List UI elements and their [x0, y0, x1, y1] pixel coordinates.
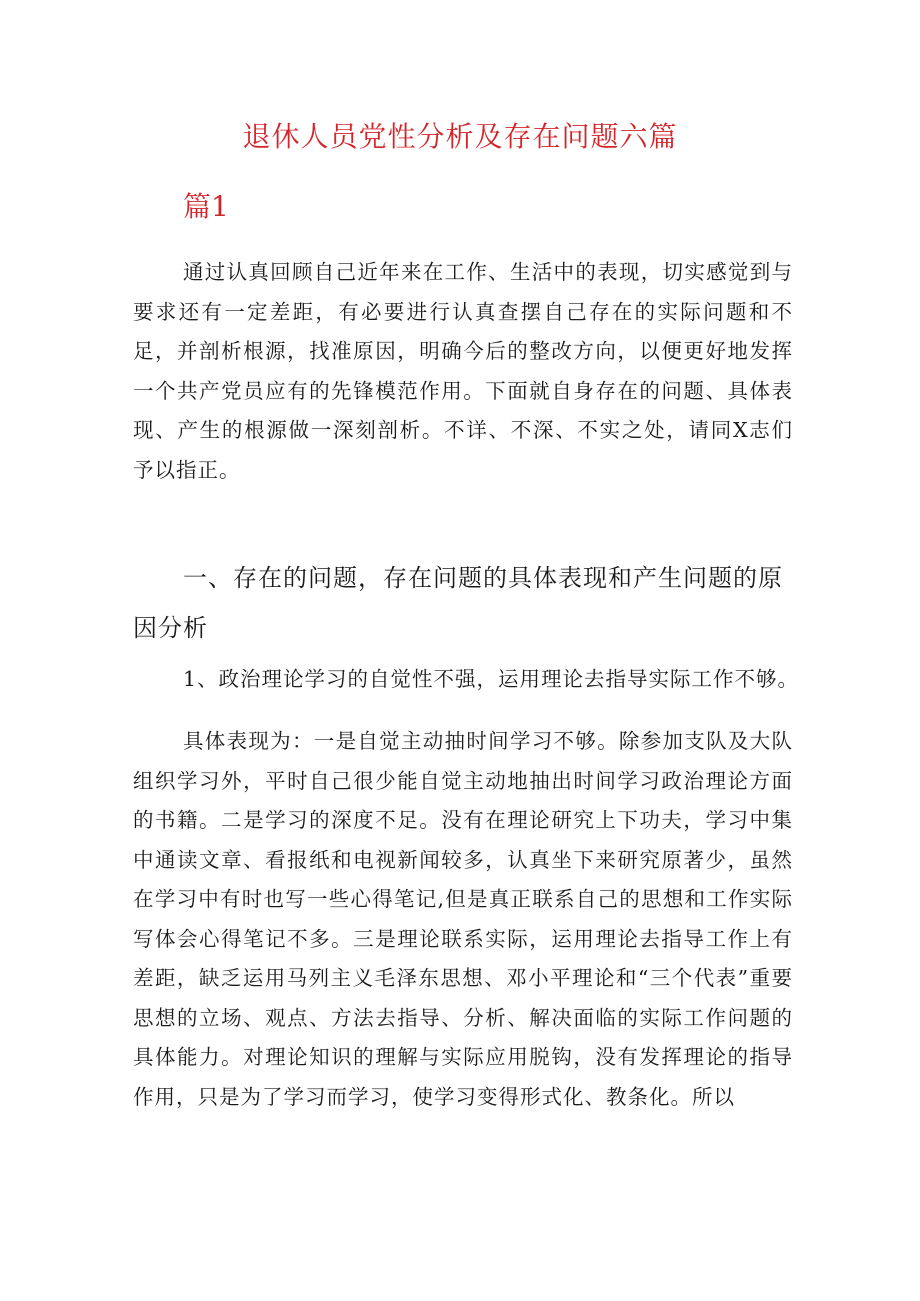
item-one-heading: 1、政治理论学习的自觉性不强，运用理论去指导实际工作不够。 [183, 667, 800, 691]
part-one-heading: 一、存在的问题，存在问题的具体表现和产生问题的原因分析 [133, 564, 783, 642]
document-title: 退休人员党性分析及存在问题六篇 [242, 120, 678, 153]
intro-paragraph: 通过认真回顾自己近年来在工作、生活中的表现，切实感觉到与要求还有一定差距，有必要进行认真查摆自己存在的实际问题和不足，并剖析根源，找准原因，明确今后的整改方向，以便更好地发挥一个共产党员应有的先锋模范作用。下面就自身存在的问题、具体表现、产生的根源做一深刻剖析。不详、不深、不实之处，请同X志们予以指正。 [133, 260, 793, 482]
section-label: 篇1 [183, 190, 229, 223]
item-one-detail-paragraph: 具体表现为：一是自觉主动抽时间学习不够。除参加支队及大队组织学习外，平时自己很少能自觉主动地抽出时间学习政治理论方面的书籍。二是学习的深度不足。没有在理论研究上下功夫，学习中集中通读文章、看报纸和电视新闻较多，认真坐下来研究原著少，虽然在学习中有时也写一些心得笔记,但是真正联系自己的思想和工作实际写体会心得笔记不多。三是理论联系实际，运用理论去指导工作上有差距，缺乏运用马列主义毛泽东思想、邓小平理论和“三个代表”重要思想的立场、观点、方法去指导、分析、解决面临的实际工作问题的具体能力。对理论知识的理解与实际应用脱钩，没有发挥理论的指导作用，只是为了学习而学习，使学习变得形式化、教条化。所以 [133, 729, 793, 1109]
